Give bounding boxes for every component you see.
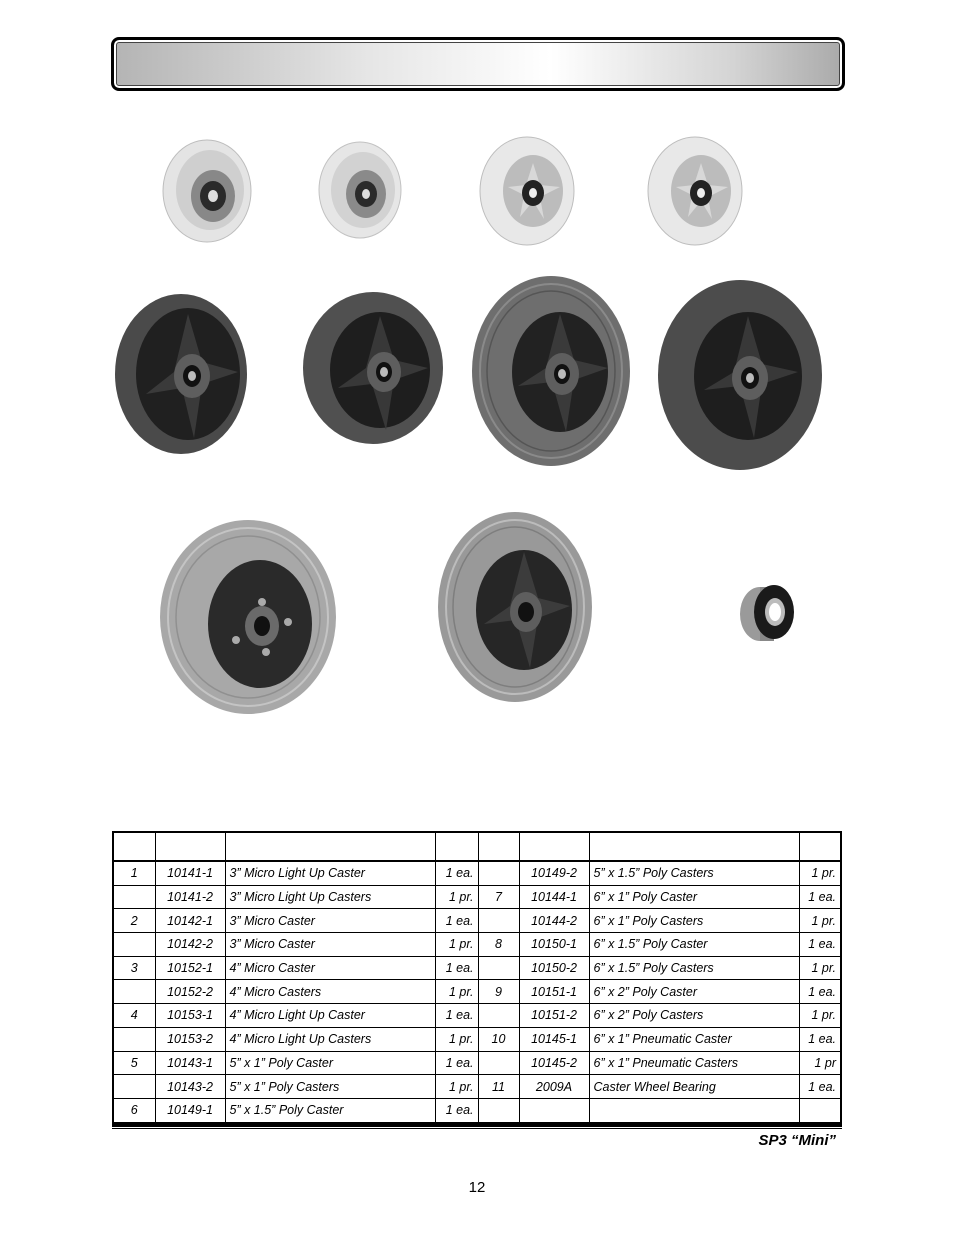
page-number: 12	[468, 1179, 486, 1196]
cell-desc: 6” x 2” Poly Caster	[589, 980, 799, 1004]
table-row	[113, 909, 841, 933]
cell-desc: 6” x 1” Poly Casters	[589, 909, 799, 933]
cell-qty: 1 pr.	[435, 933, 478, 957]
cell-item: 1	[113, 861, 155, 885]
cell-item: 8	[478, 933, 519, 957]
cell-desc: 6” x 1.5” Poly Casters	[589, 956, 799, 980]
footer-rule	[112, 1124, 842, 1127]
table-row	[113, 1004, 841, 1028]
cell-qty: 1 pr	[799, 1051, 841, 1075]
cell-item: 4	[113, 1004, 155, 1028]
cell-qty: 1 pr.	[799, 861, 841, 885]
cell-part: 10145-2	[519, 1051, 589, 1075]
cell-part: 10152-1	[155, 956, 225, 980]
header-cell	[519, 832, 589, 861]
cell-desc: 6” x 1” Pneumatic Caster	[589, 1027, 799, 1051]
cell-item	[113, 933, 155, 957]
cell-qty: 1 ea.	[435, 1051, 478, 1075]
cell-item	[113, 980, 155, 1004]
cell-qty: 1 ea.	[799, 933, 841, 957]
cell-part: 10150-1	[519, 933, 589, 957]
cell-part: 10153-2	[155, 1027, 225, 1051]
caster-wheel-image-4	[646, 135, 744, 247]
cell-desc	[589, 1098, 799, 1122]
cell-item: 5	[113, 1051, 155, 1075]
cell-qty: 1 pr.	[435, 885, 478, 909]
cell-desc: 3” Micro Light Up Casters	[225, 885, 435, 909]
cell-item: 10	[478, 1027, 519, 1051]
cell-part: 10144-1	[519, 885, 589, 909]
header-cell	[478, 832, 519, 861]
cell-desc: 4” Micro Casters	[225, 980, 435, 1004]
table-row	[113, 861, 841, 885]
cell-part: 10142-2	[155, 933, 225, 957]
cell-qty: 1 pr.	[435, 980, 478, 1004]
cell-desc: 6” x 1” Pneumatic Casters	[589, 1051, 799, 1075]
cell-part: 10153-1	[155, 1004, 225, 1028]
table-row	[113, 1075, 841, 1099]
bearing-image	[738, 578, 796, 644]
table-row	[113, 980, 841, 1004]
header-cell	[589, 832, 799, 861]
table-row	[113, 933, 841, 957]
cell-part: 2009A	[519, 1075, 589, 1099]
cell-desc: 5” x 1.5” Poly Casters	[589, 861, 799, 885]
cell-desc: 5” x 1.5” Poly Caster	[225, 1098, 435, 1122]
cell-item	[478, 956, 519, 980]
cell-desc: 4” Micro Caster	[225, 956, 435, 980]
cell-item	[113, 885, 155, 909]
cell-item: 11	[478, 1075, 519, 1099]
table-row	[113, 956, 841, 980]
cell-part: 10151-2	[519, 1004, 589, 1028]
model-name: SP3 “Mini”	[758, 1132, 836, 1149]
caster-wheel-image-3	[478, 135, 576, 247]
table-row	[113, 1027, 841, 1051]
caster-wheel-image-5	[112, 292, 250, 456]
cell-qty: 1 pr.	[799, 909, 841, 933]
cell-item	[113, 1027, 155, 1051]
cell-qty: 1 pr.	[799, 956, 841, 980]
cell-qty: 1 ea.	[799, 1027, 841, 1051]
cell-item	[113, 1075, 155, 1099]
cell-item	[478, 1098, 519, 1122]
cell-qty: 1 ea.	[435, 1004, 478, 1028]
cell-part: 10143-2	[155, 1075, 225, 1099]
caster-wheel-image-8	[656, 278, 824, 472]
cell-item: 6	[113, 1098, 155, 1122]
cell-item	[478, 909, 519, 933]
cell-part: 10145-1	[519, 1027, 589, 1051]
caster-wheel-image-7	[470, 274, 632, 468]
cell-part: 10149-1	[155, 1098, 225, 1122]
cell-desc: 3” Micro Light Up Caster	[225, 861, 435, 885]
cell-desc: 4” Micro Light Up Casters	[225, 1027, 435, 1051]
header-cell	[155, 832, 225, 861]
cell-item: 7	[478, 885, 519, 909]
cell-item	[478, 1051, 519, 1075]
header-cell	[799, 832, 841, 861]
cell-qty: 1 ea.	[799, 885, 841, 909]
cell-qty: 1 ea.	[435, 1098, 478, 1122]
cell-part: 10141-1	[155, 861, 225, 885]
caster-wheel-image-1	[160, 138, 254, 244]
cell-desc: Caster Wheel Bearing	[589, 1075, 799, 1099]
cell-part: 10144-2	[519, 909, 589, 933]
cell-part: 10150-2	[519, 956, 589, 980]
caster-wheel-image-6	[300, 290, 446, 446]
caster-wheel-image-10	[436, 510, 594, 704]
cell-desc: 3” Micro Caster	[225, 933, 435, 957]
cell-desc: 6” x 1” Poly Caster	[589, 885, 799, 909]
cell-part: 10151-1	[519, 980, 589, 1004]
cell-part: 10149-2	[519, 861, 589, 885]
cell-qty: 1 ea.	[799, 1075, 841, 1099]
cell-desc: 4” Micro Light Up Caster	[225, 1004, 435, 1028]
cell-part: 10142-1	[155, 909, 225, 933]
caster-wheel-image-9	[158, 518, 338, 716]
cell-part: 10143-1	[155, 1051, 225, 1075]
header-cell	[113, 832, 155, 861]
cell-desc: 6” x 2” Poly Casters	[589, 1004, 799, 1028]
caster-wheel-image-2	[316, 140, 404, 240]
cell-qty: 1 ea.	[435, 909, 478, 933]
cell-desc: 6” x 1.5” Poly Caster	[589, 933, 799, 957]
cell-qty: 1 pr.	[435, 1075, 478, 1099]
table-row	[113, 1098, 841, 1122]
table-row	[113, 885, 841, 909]
cell-qty: 1 ea.	[799, 980, 841, 1004]
cell-qty: 1 ea.	[435, 861, 478, 885]
cell-item	[478, 861, 519, 885]
cell-item: 9	[478, 980, 519, 1004]
cell-item	[478, 1004, 519, 1028]
cell-part: 10141-2	[155, 885, 225, 909]
cell-item: 3	[113, 956, 155, 980]
cell-part: 10152-2	[155, 980, 225, 1004]
cell-qty: 1 pr.	[435, 1027, 478, 1051]
cell-desc: 5” x 1” Poly Casters	[225, 1075, 435, 1099]
header-cell	[435, 832, 478, 861]
header-cell	[225, 832, 435, 861]
cell-part	[519, 1098, 589, 1122]
footer-rule-thin	[112, 1128, 842, 1129]
table-header-row	[113, 832, 841, 861]
cell-desc: 3” Micro Caster	[225, 909, 435, 933]
cell-qty	[799, 1098, 841, 1122]
table-row	[113, 1051, 841, 1075]
cell-desc: 5” x 1” Poly Caster	[225, 1051, 435, 1075]
cell-qty: 1 ea.	[435, 956, 478, 980]
parts-table	[112, 831, 842, 1124]
cell-qty: 1 pr.	[799, 1004, 841, 1028]
section-title-bar	[111, 37, 845, 91]
cell-item: 2	[113, 909, 155, 933]
